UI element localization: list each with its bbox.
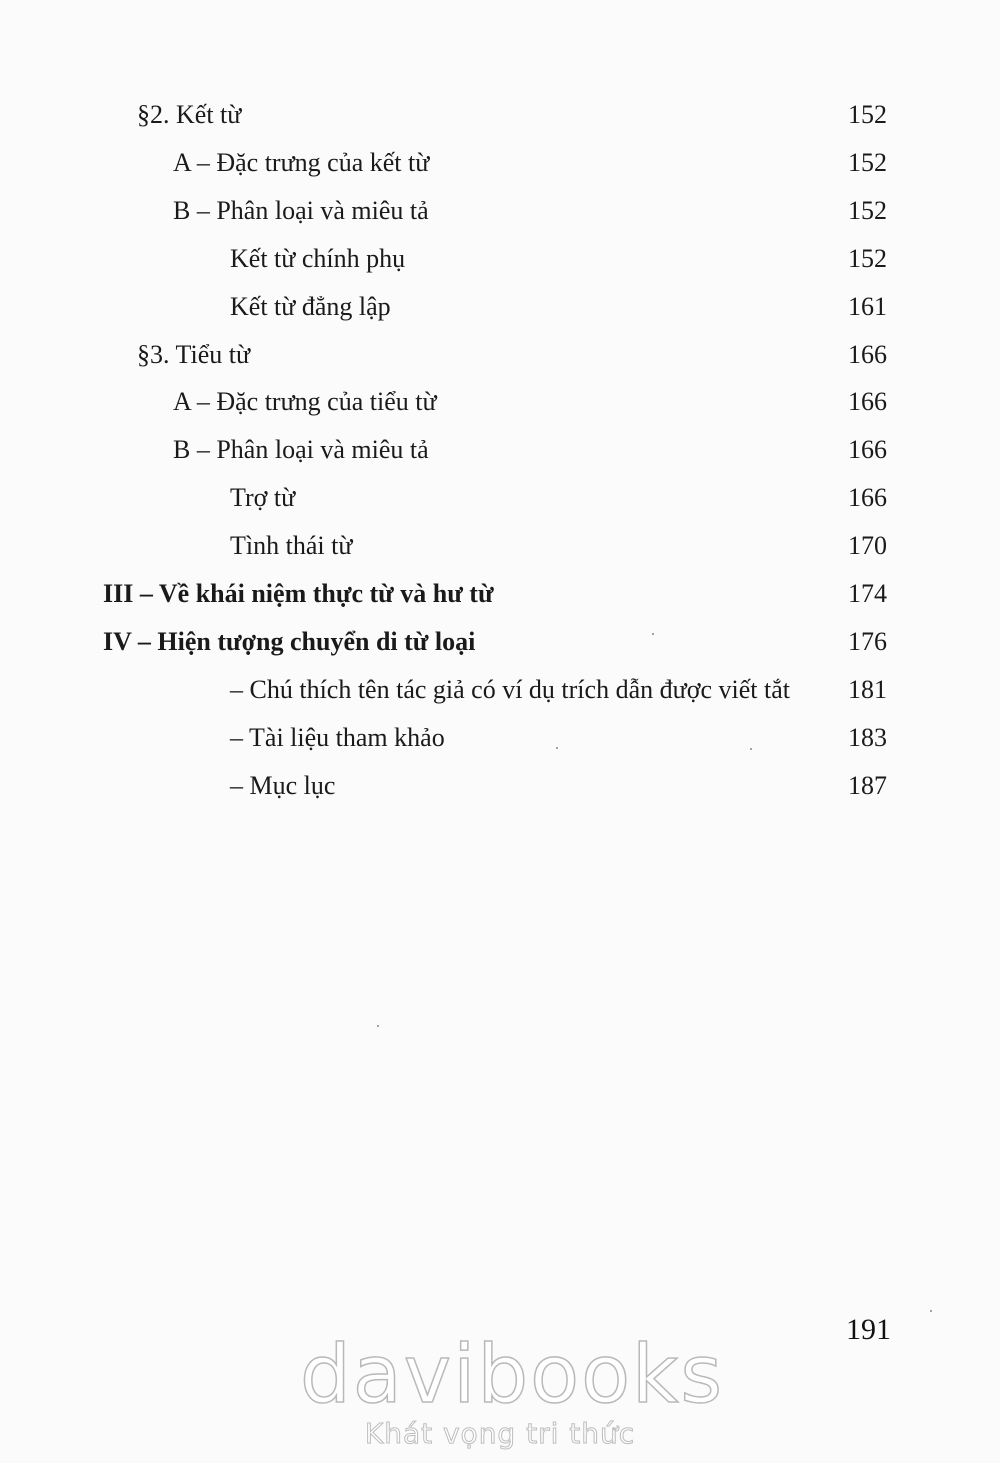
toc-entry-page: 152 — [848, 147, 887, 177]
toc-entry-page: 183 — [848, 722, 887, 752]
toc-entry-page: 166 — [848, 339, 887, 369]
toc-entry-title: III – Về khái niệm thực từ và hư từ — [103, 579, 494, 608]
toc-entry-title: B – Phân loại và miêu tả — [173, 435, 429, 465]
toc-entry-page: 181 — [848, 674, 887, 704]
scan-speck — [556, 747, 558, 749]
toc-entry-title: Tình thái từ — [230, 531, 353, 561]
scan-speck — [750, 748, 752, 750]
toc-entry — [0, 766, 1000, 806]
toc-entry-page: 152 — [848, 243, 887, 273]
toc-entry — [0, 574, 1000, 614]
toc-entry-title: A – Đặc trưng của tiểu từ — [173, 387, 437, 417]
toc-entry-page: 161 — [848, 291, 887, 321]
toc-entry-title: IV – Hiện tượng chuyển di từ loại — [103, 626, 476, 656]
toc-entry — [0, 526, 1000, 566]
toc-entry — [0, 622, 1000, 662]
toc-entry-title: Kết từ chính phụ — [230, 243, 406, 273]
scan-speck — [652, 633, 654, 635]
toc-entry — [0, 239, 1000, 279]
toc-entry-page: 152 — [848, 195, 887, 225]
toc-entry — [0, 718, 1000, 758]
toc-entry — [0, 382, 1000, 422]
watermark-tagline: Khát vọng tri thức — [364, 1417, 636, 1450]
toc-entry-page: 170 — [848, 531, 887, 561]
toc-entry — [0, 143, 1000, 183]
toc-entry-title: Kết từ đẳng lập — [230, 291, 391, 321]
toc-entry-page: 176 — [848, 626, 887, 656]
toc-entry-title: – Chú thích tên tác giả có ví dụ trích dẫn được viết tắt — [230, 674, 790, 704]
scan-speck — [377, 1025, 379, 1027]
toc-entry-page: 166 — [848, 387, 887, 417]
toc-entry-title: §3. Tiểu từ — [137, 339, 251, 369]
scan-speck — [930, 1310, 932, 1312]
toc-entry-title: A – Đặc trưng của kết từ — [173, 147, 430, 177]
toc-entry-title: B – Phân loại và miêu tả — [173, 195, 429, 225]
toc-entry — [0, 478, 1000, 518]
toc-entry-title: – Mục lục — [230, 770, 336, 800]
toc-entry — [0, 335, 1000, 375]
page-number: 191 — [846, 1313, 891, 1346]
toc-entry — [0, 430, 1000, 470]
toc-entry-page: 166 — [848, 435, 887, 465]
watermark — [300, 1328, 725, 1455]
toc-entry-page: 174 — [848, 579, 887, 608]
toc-entry — [0, 191, 1000, 231]
toc-entry-title: Trợ từ — [230, 483, 296, 513]
toc-entry-page: 152 — [848, 100, 887, 129]
watermark-logo: davibooks — [300, 1328, 725, 1421]
toc-entry — [0, 670, 1000, 710]
toc-entry-page: 187 — [848, 770, 887, 800]
toc-entry — [0, 287, 1000, 327]
toc-entry-page: 166 — [848, 483, 887, 513]
toc-entry-title: – Tài liệu tham khảo — [230, 722, 445, 752]
toc-entry-title: §2. Kết từ — [137, 100, 242, 129]
toc-entry — [0, 95, 1000, 135]
